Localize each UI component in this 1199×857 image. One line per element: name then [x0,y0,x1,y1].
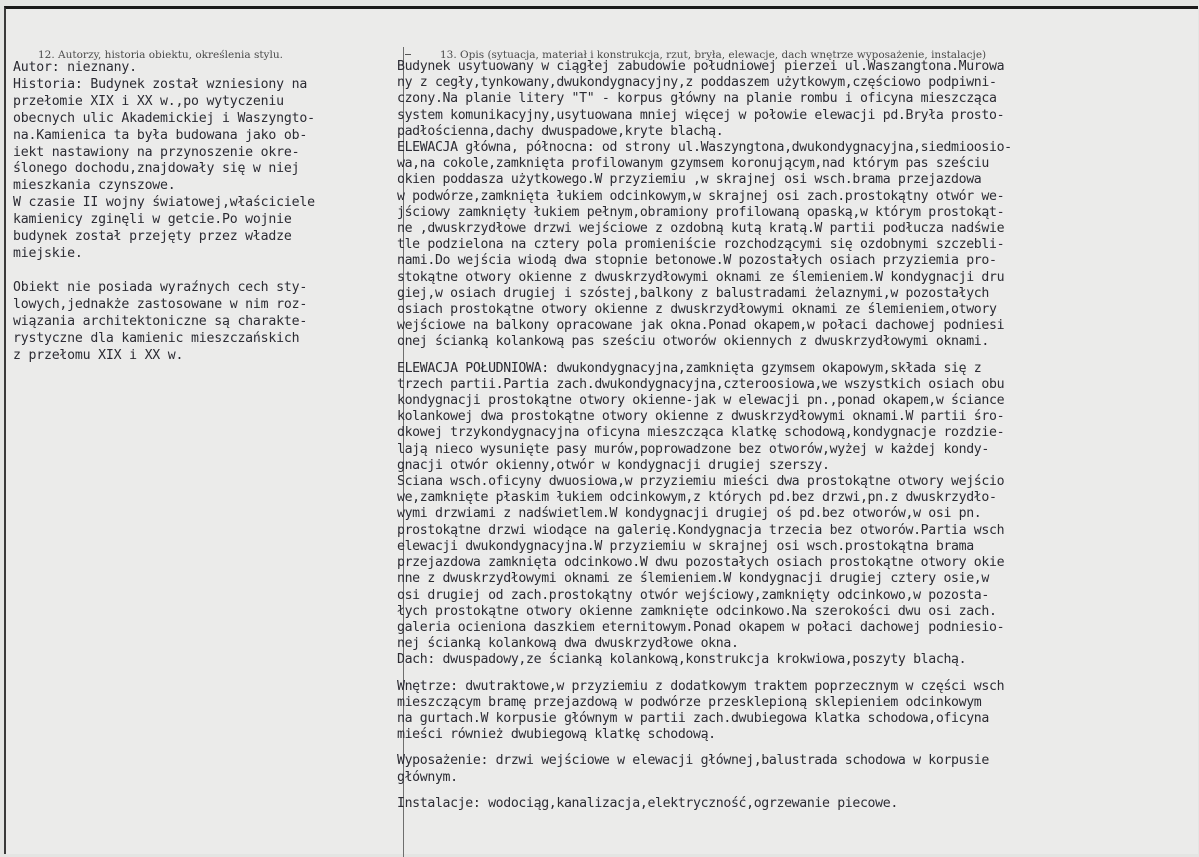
text-line: w podwórze,zamknięta łukiem odcinkowym,w skrajnej osi zach.prostokątny otwór we- [397,188,1005,204]
text-line: osi drugiej od zach.prostokątny otwór wejściowy,zamknięty odcinkowo,w pozosta- [397,587,989,603]
text-line: przełomie XIX i XX w.,po wytyczeniu [13,93,284,109]
text-line: mieszczącym bramę przejazdową w podwórze przesklepioną sklepieniem odcinkowym [397,694,982,710]
text-line: Ściana wsch.oficyny dwuosiowa,w przyziemiu mieści dwa prostokątne otwory wejścio [397,474,1005,490]
author-history-paragraph [13,60,395,195]
text-line: Wnętrze: dwutraktowe,w przyziemiu z dodatkowym traktem poprzecznym w części wsch [397,678,1005,694]
text-line: łych prostokątne otwory okienne zamknięte odcinkowo.Na szerokości dwu osi zach. [397,603,997,619]
text-line: system komunikacyjny,usytuowana mniej więcej w połowie elewacji pd.Bryła prosto- [397,107,1005,123]
text-line: elewacji dwukondygnacyjna.W przyziemiu w skrajnej osi wsch.prostokątna brama [397,538,974,554]
text-line: tle podzielona na cztery pola promieniście rozchodzącymi się ozdobnymi szczebli- [397,237,1005,253]
text-line: wymi drzwiami z nadświetlem.W kondygnacji drugiej oś pd.bez otworów,w osi pn. [397,506,982,522]
main-facade-description [397,140,1195,351]
text-line: nne z dwuskrzydłowymi oknami ze ślemieniem.W kondygnacji drugiej cztery osie,w [397,571,989,587]
text-line: budynek został przejęty przez władze [13,229,292,245]
text-line: W czasie II wojny światowej,właściciele [13,195,315,211]
text-line: Dach: dwuspadowy,ze ścianką kolankową,konstrukcja krokwiowa,poszyty blachą. [397,652,967,668]
south-facade-description [397,361,1195,669]
text-line: lają nieco wysunięte pasy murów,poprowadzone bez otworów,wyżej w każdej kondy- [397,441,989,457]
text-line: iekt nastawiony na przynoszenie okre- [13,144,300,160]
text-line: z przełomu XIX i XX w. [13,347,184,363]
text-line: kondygnacji prostokątne otwory okienne-jak w elewacji pn.,ponad okapem,w ściance [397,393,1005,409]
text-line: galeria ocieniona daszkiem eternitowym.Ponad okapem w połaci dachowej podniesio- [397,619,1005,635]
text-line: okien poddasza użytkowego.W przyziemiu ,w skrajnej osi wsch.brama przejazdowa [397,172,982,188]
text-line: Instalacje: wodociąg,kanalizacja,elektryczność,ogrzewanie piecowe. [397,795,898,811]
left-column-header: 12. Autorzy, historia obiektu, określenia stylu. [38,49,283,61]
text-line: padłościenna,dachy dwuspadowe,kryte blachą. [397,123,724,139]
text-line: we,zamknięte płaskim łukiem odcinkowym,z których pd.bez drzwi,pn.z dwuskrzydło- [397,490,997,506]
text-line: czony.Na planie litery "T" - korpus główny na planie rombu i oficyna mieszcząca [397,91,997,107]
text-line: wejściowe na balkony opracowane jak okna.Ponad okapem,w połaci dachowej podniesi [397,318,1005,334]
text-line: lowych,jednakże zastosowane w nim roz- [13,296,308,312]
interior-description [397,679,1195,744]
text-line: nej ścianką kolankową dwa dwuskrzydłowe okna. [397,636,739,652]
divider-tick [405,54,411,55]
text-line: ne ,dwuskrzydłowe drzwi wejściowe z ozdobną kutą kratą.W partii podłucza nadświe [397,221,1005,237]
text-line: Wyposażenie: drzwi wejściowe w elewacji głównej,balustrada schodowa w korpusie [397,753,989,769]
history-column [13,60,395,364]
text-line: dkowej trzykondygnacyjna oficyna mieszcząca klatkę schodową,kondygnacje rozdzie- [397,425,1005,441]
text-line: ślonego dochodu,znajdowały się w niej [13,161,300,177]
text-line: przejazdowa zamknięta odcinkowo.W dwu pozostałych osiach prostokątne otwory okie [397,555,1005,571]
text-line: ny z cegły,tynkowany,dwukondygnacyjny,z poddaszem użytkowym,częściowo podpiwni- [397,75,997,91]
text-line: mieszkania czynszowe. [13,178,176,194]
text-line: mieści również dwubiegową klatkę schodową. [397,727,716,743]
text-line: Autor: nieznany. [13,60,137,75]
text-line: Obiekt nie posiada wyraźnych cech sty- [13,279,308,295]
spacer [397,786,1195,796]
war-history-paragraph [13,195,395,263]
text-line: ELEWACJA POŁUDNIOWA: dwukondygnacyjna,zamknięta gzymsem okapowym,składa się z [397,360,982,376]
spacer [397,351,1195,361]
text-line: gnacji otwór okienny,otwór w kondygnacji drugiej szerszy. [397,457,830,473]
text-line: kamienicy zginęli w getcie.Po wojnie [13,212,292,228]
text-line: prostokątne drzwi wiodące na galerię.Kondygnacja trzecia bez otworów.Partia wsch [397,522,1005,538]
text-line: jściowy zamknięty łukiem pełnym,obramiony profilowaną opaską,w którym prostokąt- [397,204,1005,220]
text-line: Budynek usytuowany w ciągłej zabudowie południowej pierzei ul.Waszangtona.Murowa [397,59,1005,74]
text-line: na gurtach.W korpusie głównym w partii zach.dwubiegowa klatka schodowa,oficyna [397,710,989,726]
text-line: stokątne otwory okienne z dwuskrzydłowymi oknami ze ślemieniem.W kondygnacji dru [397,269,1005,285]
text-line: wa,na cokole,zamknięta profilowanym gzymsem koronującym,nad którym pas sześciu [397,156,989,172]
style-paragraph [13,280,395,365]
text-line: ELEWACJA główna, północna: od strony ul.Waszyngtona,dwukondygnacyjna,siedmioosio- [397,140,1012,156]
text-line: onej ścianką kolankową pas sześciu otworów okiennych z dwuskrzydłowymi oknami. [397,334,989,350]
text-line: głównym. [397,769,458,785]
text-line: miejskie. [13,245,83,261]
spacer [397,743,1195,753]
text-line: giej,w osiach drugiej i szóstej,balkony z balustradami żelaznymi,w pozostałych [397,285,989,301]
right-column-header: 13. Opis (sytuacja, materiał i konstrukcja, rzut, bryła, elewacje, dach wnętrze wyposażenie, instalacje) [440,49,987,61]
text-line: osiach prostokątne otwory okienne z dwuskrzydłowymi oknami ze ślemieniem,otwory [397,302,997,318]
text-line: na.Kamienica ta była budowana jako ob- [13,127,308,143]
text-line: kolankowej dwa prostokątne otwory okienne z dwuskrzydłowymi oknami.W partii śro- [397,409,1005,425]
text-line: obecnych ulic Akademickiej i Waszyngto- [13,110,315,126]
text-line: wiązania architektoniczne są charakte- [13,313,308,329]
description-column [397,59,1195,812]
text-line: Historia: Budynek został wzniesiony na [13,76,308,92]
text-line: nami.Do wejścia wiodą dwa stopnie betonowe.W pozostałych osiach przyziemia pro- [397,253,997,269]
installations-description [397,796,1195,812]
text-line: rystyczne dla kamienic mieszczańskich [13,330,300,346]
equipment-description [397,753,1195,785]
general-description [397,59,1195,140]
text-line: trzech partii.Partia zach.dwukondygnacyjna,czteroosiowa,we wszystkich osiach obu [397,376,1005,392]
spacer [397,669,1195,679]
spacer [13,263,395,280]
